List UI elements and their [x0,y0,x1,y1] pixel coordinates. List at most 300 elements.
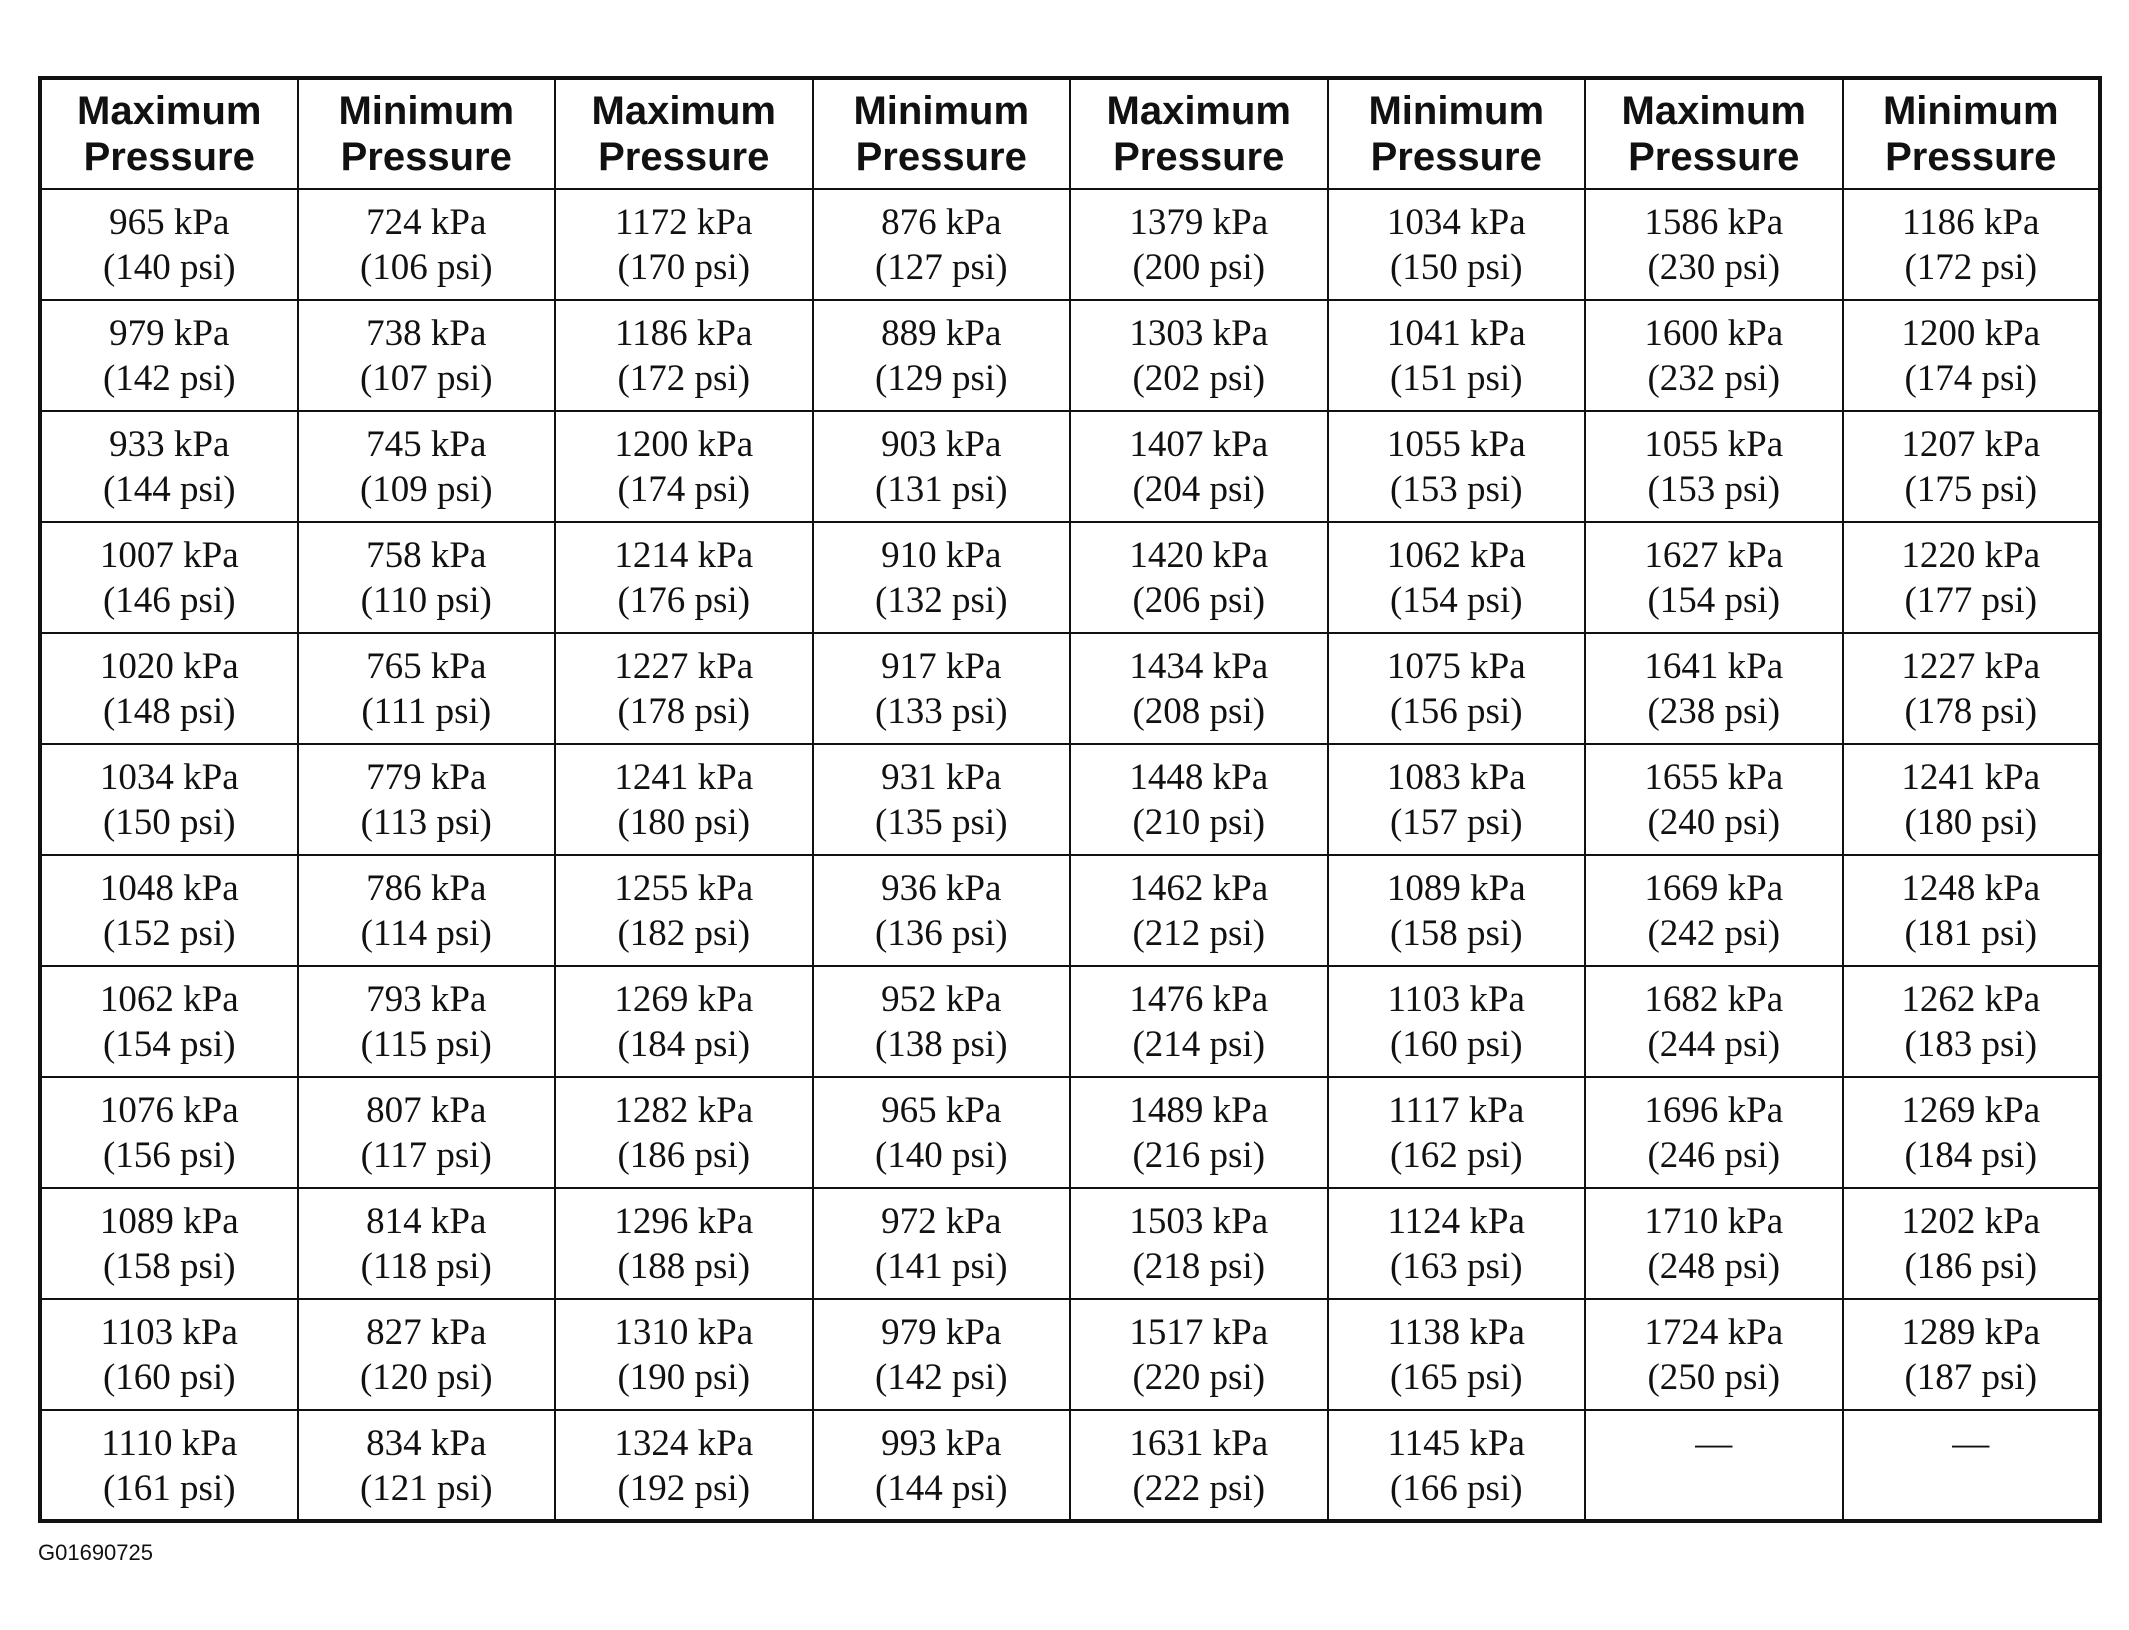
table-cell [298,1077,556,1188]
table-cell [40,300,298,411]
table-cell [40,411,298,522]
table-cell [1843,189,2101,300]
kpa-value: 1076 kPa [99,1090,239,1131]
kpa-value: 1462 kPa [1129,868,1269,909]
column-header-line: Minimum [1368,89,1545,133]
table-row [40,1077,2100,1188]
kpa-value: 786 kPa [366,868,487,909]
psi-value: (115 psi) [360,1024,492,1065]
kpa-value: 952 kPa [881,979,1002,1020]
kpa-value: 1269 kPa [614,979,754,1020]
psi-value: (238 psi) [1647,691,1781,732]
psi-value: (157 psi) [1389,802,1523,843]
table-cell [555,1299,813,1410]
kpa-value: 903 kPa [881,424,1002,465]
psi-value: (182 psi) [617,913,751,954]
table-cell [555,744,813,855]
table-cell [1070,300,1328,411]
kpa-value: 1503 kPa [1129,1201,1269,1242]
psi-value: (133 psi) [874,691,1008,732]
psi-value: (107 psi) [359,358,493,399]
psi-value: (187 psi) [1904,1357,2038,1398]
column-header-line: Pressure [855,135,1027,179]
table-cell [298,855,556,966]
psi-value: (150 psi) [102,802,236,843]
table-cell [1843,744,2101,855]
table-body [40,189,2100,1521]
kpa-value: 1517 kPa [1129,1312,1269,1353]
psi-value: (178 psi) [617,691,751,732]
psi-value: (114 psi) [360,913,492,954]
table-cell [1585,744,1843,855]
table-cell [1328,189,1586,300]
table-cell [813,633,1071,744]
table-cell [1843,1188,2101,1299]
table-cell [555,1077,813,1188]
table-cell [1328,1299,1586,1410]
kpa-value: 1220 kPa [1901,535,2041,576]
psi-value: (152 psi) [102,913,236,954]
kpa-value: 972 kPa [881,1201,1002,1242]
table-cell [1585,300,1843,411]
table-cell [555,522,813,633]
table-row [40,411,2100,522]
table-cell [813,1299,1071,1410]
table-cell [555,633,813,744]
table-cell [1070,966,1328,1077]
table-row [40,633,2100,744]
psi-value: (204 psi) [1132,469,1266,510]
column-header-line: Pressure [598,135,770,179]
table-cell [1843,411,2101,522]
table-cell [1843,522,2101,633]
kpa-value: 827 kPa [366,1312,487,1353]
kpa-value: 1200 kPa [614,424,754,465]
table-cell [1585,1077,1843,1188]
kpa-value: 765 kPa [366,646,487,687]
table-cell [1328,411,1586,522]
psi-value: (230 psi) [1647,247,1781,288]
kpa-value: 738 kPa [366,313,487,354]
psi-value: (175 psi) [1904,469,2038,510]
kpa-value: 1034 kPa [1386,202,1526,243]
kpa-value: 1083 kPa [1386,757,1526,798]
table-cell [1328,1410,1586,1521]
kpa-value: 1248 kPa [1901,868,2041,909]
psi-value: (129 psi) [874,358,1008,399]
table-cell [1070,1299,1328,1410]
kpa-value: 793 kPa [366,979,487,1020]
table-cell [1070,744,1328,855]
psi-value: (151 psi) [1389,358,1523,399]
psi-value: (158 psi) [102,1246,236,1287]
psi-value: (110 psi) [360,580,492,621]
table-cell [1328,966,1586,1077]
column-header-line: Minimum [338,89,515,133]
psi-value: (174 psi) [1904,358,2038,399]
kpa-value: 1241 kPa [614,757,754,798]
table-cell [298,633,556,744]
psi-value: (153 psi) [1389,469,1523,510]
kpa-value: 1310 kPa [614,1312,754,1353]
kpa-value: 1041 kPa [1386,313,1526,354]
kpa-value: 1724 kPa [1644,1312,1784,1353]
kpa-value: 1020 kPa [99,646,239,687]
table-cell [813,300,1071,411]
column-header-line: Minimum [853,89,1030,133]
psi-value: (186 psi) [1904,1246,2038,1287]
kpa-value: 1145 kPa [1387,1423,1525,1464]
psi-value: (109 psi) [359,469,493,510]
psi-value: (214 psi) [1132,1024,1266,1065]
psi-value: (106 psi) [359,247,493,288]
table-cell [813,744,1071,855]
figure-id: G01690725 [38,1540,153,1565]
table-cell [1070,189,1328,300]
table-row [40,966,2100,1077]
table-cell [813,1188,1071,1299]
kpa-value: 1214 kPa [614,535,754,576]
psi-value: (166 psi) [1389,1468,1523,1509]
psi-value: (172 psi) [1904,247,2038,288]
table-cell [1585,189,1843,300]
kpa-value: 1103 kPa [1387,979,1525,1020]
table-cell [298,966,556,1077]
kpa-value: 1682 kPa [1644,979,1784,1020]
kpa-value: 1007 kPa [99,535,239,576]
table-cell [813,411,1071,522]
psi-value: (153 psi) [1647,469,1781,510]
psi-value: (186 psi) [617,1135,751,1176]
kpa-value: 1202 kPa [1901,1201,2041,1242]
table-cell [1843,855,2101,966]
kpa-value: 1062 kPa [99,979,239,1020]
kpa-value: 724 kPa [366,202,487,243]
kpa-value: 745 kPa [366,424,487,465]
kpa-value: 1034 kPa [99,757,239,798]
column-header [298,78,556,189]
kpa-value: 834 kPa [366,1423,487,1464]
psi-value: (248 psi) [1647,1246,1781,1287]
table-row [40,1410,2100,1521]
table-row [40,189,2100,300]
psi-value: (160 psi) [102,1357,236,1398]
kpa-value: — [1952,1423,1990,1464]
kpa-value: 1696 kPa [1644,1090,1784,1131]
table-cell [1070,522,1328,633]
psi-value: (246 psi) [1647,1135,1781,1176]
table-cell [813,966,1071,1077]
psi-value: (154 psi) [1389,580,1523,621]
kpa-value: 979 kPa [881,1312,1002,1353]
kpa-value: 876 kPa [881,202,1002,243]
column-header-line: Pressure [83,135,255,179]
psi-value: (222 psi) [1132,1468,1266,1509]
table-cell [1328,300,1586,411]
kpa-value: 1434 kPa [1129,646,1269,687]
table-cell [555,300,813,411]
table-cell [298,1410,556,1521]
column-header-line: Maximum [591,89,776,133]
psi-value: (218 psi) [1132,1246,1266,1287]
psi-value: (206 psi) [1132,580,1266,621]
table-cell [40,855,298,966]
kpa-value: 779 kPa [366,757,487,798]
kpa-value: 1089 kPa [99,1201,239,1242]
table-cell [1843,966,2101,1077]
psi-value: (163 psi) [1389,1246,1523,1287]
table-cell [298,411,556,522]
kpa-value: 1448 kPa [1129,757,1269,798]
psi-value: (216 psi) [1132,1135,1266,1176]
kpa-value: 1186 kPa [1902,202,2040,243]
psi-value: (140 psi) [102,247,236,288]
psi-value: (240 psi) [1647,802,1781,843]
kpa-value: 1420 kPa [1129,535,1269,576]
kpa-value: 1407 kPa [1129,424,1269,465]
table-cell [1843,1410,2101,1521]
kpa-value: 910 kPa [881,535,1002,576]
kpa-value: 1241 kPa [1901,757,2041,798]
table-cell [298,522,556,633]
table-cell [298,1299,556,1410]
column-header-line: Minimum [1882,89,2059,133]
table-cell [1843,1077,2101,1188]
psi-value: (156 psi) [1389,691,1523,732]
kpa-value: 1669 kPa [1644,868,1784,909]
kpa-value: 1227 kPa [614,646,754,687]
table-cell [40,522,298,633]
kpa-value: 1296 kPa [614,1201,754,1242]
kpa-value: 965 kPa [881,1090,1002,1131]
table-cell [1585,966,1843,1077]
table-row [40,1299,2100,1410]
psi-value: (181 psi) [1904,913,2038,954]
kpa-value: 917 kPa [881,646,1002,687]
table-cell [1843,300,2101,411]
column-header-line: Pressure [1370,135,1542,179]
kpa-value: 1289 kPa [1901,1312,2041,1353]
psi-value: (158 psi) [1389,913,1523,954]
psi-value: (244 psi) [1647,1024,1781,1065]
psi-value: (177 psi) [1904,580,2038,621]
table-cell [1585,1410,1843,1521]
column-header [1070,78,1328,189]
kpa-value: 1055 kPa [1644,424,1784,465]
psi-value: (200 psi) [1132,247,1266,288]
table-cell [1328,744,1586,855]
table-cell [813,522,1071,633]
psi-value: (148 psi) [102,691,236,732]
psi-value: (140 psi) [874,1135,1008,1176]
kpa-value: 1124 kPa [1387,1201,1525,1242]
psi-value: (150 psi) [1389,247,1523,288]
psi-value: (202 psi) [1132,358,1266,399]
table-cell [1328,522,1586,633]
kpa-value: 1600 kPa [1644,313,1784,354]
kpa-value: 1627 kPa [1644,535,1784,576]
table-cell [555,1410,813,1521]
table-cell [555,1188,813,1299]
column-header-line: Maximum [1106,89,1291,133]
kpa-value: 1641 kPa [1644,646,1784,687]
kpa-value: 1103 kPa [100,1312,238,1353]
kpa-value: 1489 kPa [1129,1090,1269,1131]
psi-value: (131 psi) [874,469,1008,510]
column-header-line: Pressure [1628,135,1800,179]
psi-value: (192 psi) [617,1468,751,1509]
column-header [1843,78,2101,189]
table-header [40,78,2100,189]
kpa-value: 1055 kPa [1386,424,1526,465]
table-cell [1328,1077,1586,1188]
psi-value: (208 psi) [1132,691,1266,732]
column-header [1585,78,1843,189]
kpa-value: 1075 kPa [1386,646,1526,687]
column-header-line: Pressure [1113,135,1285,179]
table-cell [1585,522,1843,633]
kpa-value: 1262 kPa [1901,979,2041,1020]
kpa-value: 1172 kPa [615,202,753,243]
psi-value: (232 psi) [1647,358,1781,399]
psi-value: (136 psi) [874,913,1008,954]
table-cell [298,1188,556,1299]
table-cell [40,1077,298,1188]
column-header-line: Pressure [340,135,512,179]
kpa-value: 1255 kPa [614,868,754,909]
table-cell [1585,1299,1843,1410]
table-cell [813,1077,1071,1188]
kpa-value: 931 kPa [881,757,1002,798]
table-row [40,1188,2100,1299]
table-cell [1328,633,1586,744]
psi-value: (170 psi) [617,247,751,288]
kpa-value: 814 kPa [366,1201,487,1242]
kpa-value: 965 kPa [109,202,230,243]
psi-value: (160 psi) [1389,1024,1523,1065]
table-cell [40,1410,298,1521]
table-cell [1843,1299,2101,1410]
psi-value: (188 psi) [617,1246,751,1287]
table-cell [1843,633,2101,744]
header-row [40,78,2100,189]
kpa-value: 933 kPa [109,424,230,465]
pressure-table [38,76,2102,1523]
kpa-value: 1476 kPa [1129,979,1269,1020]
column-header [40,78,298,189]
table-cell [40,1299,298,1410]
column-header-line: Pressure [1885,135,2057,179]
kpa-value: 979 kPa [109,313,230,354]
kpa-value: 1324 kPa [614,1423,754,1464]
table-cell [1070,855,1328,966]
kpa-value: 1048 kPa [99,868,239,909]
table-cell [555,411,813,522]
psi-value: (141 psi) [874,1246,1008,1287]
kpa-value: 1303 kPa [1129,313,1269,354]
psi-value: (172 psi) [617,358,751,399]
psi-value: (174 psi) [617,469,751,510]
kpa-value: 1227 kPa [1901,646,2041,687]
psi-value: (184 psi) [617,1024,751,1065]
table-cell [813,189,1071,300]
kpa-value: 1089 kPa [1386,868,1526,909]
kpa-value: 807 kPa [366,1090,487,1131]
psi-value: (212 psi) [1132,913,1266,954]
table-cell [555,855,813,966]
table-row [40,522,2100,633]
table-row [40,744,2100,855]
kpa-value: 1062 kPa [1386,535,1526,576]
kpa-value: 1200 kPa [1901,313,2041,354]
table-cell [298,744,556,855]
psi-value: (144 psi) [874,1468,1008,1509]
psi-value: (183 psi) [1904,1024,2038,1065]
psi-value: (120 psi) [359,1357,493,1398]
psi-value: (154 psi) [1647,580,1781,621]
psi-value: (127 psi) [874,247,1008,288]
kpa-value: 1655 kPa [1644,757,1784,798]
psi-value: (161 psi) [102,1468,236,1509]
kpa-value: 1207 kPa [1901,424,2041,465]
table-cell [298,300,556,411]
psi-value: (165 psi) [1389,1357,1523,1398]
table-cell [298,189,556,300]
psi-value: (210 psi) [1132,802,1266,843]
table-cell [40,744,298,855]
column-header [813,78,1071,189]
psi-value: (142 psi) [102,358,236,399]
kpa-value: 1379 kPa [1129,202,1269,243]
table-row [40,300,2100,411]
psi-value: (184 psi) [1904,1135,2038,1176]
psi-value: (146 psi) [102,580,236,621]
column-header-line: Maximum [77,89,262,133]
psi-value: (156 psi) [102,1135,236,1176]
psi-value: (180 psi) [617,802,751,843]
psi-value: (178 psi) [1904,691,2038,732]
psi-value: (118 psi) [360,1246,492,1287]
table-cell [813,855,1071,966]
psi-value: (250 psi) [1647,1357,1781,1398]
table-cell [1585,1188,1843,1299]
psi-value: (132 psi) [874,580,1008,621]
table-cell [1070,1188,1328,1299]
psi-value: (176 psi) [617,580,751,621]
table-cell [555,966,813,1077]
psi-value: (111 psi) [361,691,492,732]
table-cell [40,189,298,300]
psi-value: (138 psi) [874,1024,1008,1065]
kpa-value: 1138 kPa [1387,1312,1525,1353]
table-cell [40,966,298,1077]
psi-value: (144 psi) [102,469,236,510]
table-row [40,855,2100,966]
psi-value: (154 psi) [102,1024,236,1065]
kpa-value: 1631 kPa [1129,1423,1269,1464]
table-cell [1070,1077,1328,1188]
psi-value: (162 psi) [1389,1135,1523,1176]
psi-value: (220 psi) [1132,1357,1266,1398]
kpa-value: 993 kPa [881,1423,1002,1464]
kpa-value: 1186 kPa [615,313,753,354]
psi-value: (242 psi) [1647,913,1781,954]
table-cell [1328,1188,1586,1299]
table-cell [813,1410,1071,1521]
kpa-value: 1710 kPa [1644,1201,1784,1242]
column-header-line: Maximum [1621,89,1806,133]
table-cell [1070,411,1328,522]
